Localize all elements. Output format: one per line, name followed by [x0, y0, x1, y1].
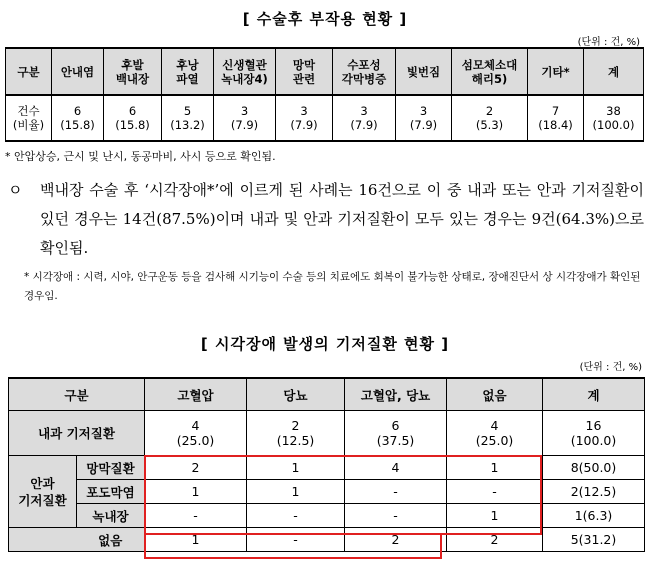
t1-header-bullous-keratopathy: 수포성 각막병증: [333, 48, 396, 95]
t1-ratio: (5.3): [475, 118, 504, 132]
t1-count: 6: [128, 104, 137, 118]
table2-unit: (단위 : 건, %): [579, 362, 642, 373]
t1-count: 38: [606, 104, 621, 118]
t2-cell: -: [345, 504, 447, 528]
summary-paragraph: [8, 176, 644, 263]
t1-row-label: [6, 95, 52, 141]
t1-cell: [528, 95, 584, 141]
t1-header-capsule-rupture: 후낭 파열: [162, 48, 214, 95]
t2-cell: 2: [145, 456, 247, 480]
t1-count: 3: [419, 104, 428, 118]
highlight-box-none-row: [144, 533, 442, 559]
t1-row-label-count: 건수: [17, 104, 40, 118]
t1-ratio: (7.9): [350, 118, 378, 132]
t1-header-total: 계: [584, 48, 644, 95]
t1-header-zonular-dehiscence: 섬모체소대 해리5): [452, 48, 528, 95]
t1-cell: [452, 95, 528, 141]
t2-cell: 4: [345, 456, 447, 480]
t2-cell: 1: [447, 504, 543, 528]
t1-ratio: (7.9): [230, 118, 259, 132]
t2-cell: 1(6.3): [543, 504, 645, 528]
t1-header-division: 구분: [6, 48, 52, 95]
t2-cell: 1: [447, 456, 543, 480]
t1-cell: [214, 95, 276, 141]
t2-cell: 1: [145, 480, 247, 504]
t2-header-total: 계: [543, 378, 645, 411]
t2-cell: 6 (37.5): [345, 411, 447, 456]
t2-blank-cell: [9, 528, 77, 552]
t2-cell: 2: [345, 528, 447, 552]
t1-ratio: (100.0): [592, 118, 635, 132]
table1-unit: (단위 : 건, %): [577, 37, 640, 48]
t1-cell: [276, 95, 333, 141]
t2-header-both: 고혈압, 당뇨: [345, 378, 447, 411]
t2-subrow-label: 녹내장: [77, 504, 145, 528]
t1-count: 3: [360, 104, 368, 118]
summary-text: 백내장 수술 후 ‘시각장애*’에 이르게 된 사례는 16건으로 이 중 내과 또는 안과 기저질환이 있던 경우는 14건(87.5%)이며 내과 및 안과 기저질환이 모두 있는 경우는 9건(64.3%)으로 확인됨.: [40, 181, 644, 257]
t2-cell: 1: [145, 528, 247, 552]
t2-cell: 2(12.5): [543, 480, 645, 504]
t1-count: 7: [551, 104, 560, 118]
t1-count: 3: [240, 104, 249, 118]
t1-cell: [52, 95, 104, 141]
t2-subrow-label: 망막질환: [77, 456, 145, 480]
t1-ratio: (18.4): [538, 118, 573, 132]
t1-row-label-ratio: (비율): [12, 118, 45, 132]
t2-cell: 5(31.2): [543, 528, 645, 552]
t1-header-endophthalmitis: 안내염: [52, 48, 104, 95]
t2-subrow-label: 포도막염: [77, 480, 145, 504]
t2-header-hypertension: 고혈압: [145, 378, 247, 411]
t2-cell: 2: [447, 528, 543, 552]
t1-cell: [162, 95, 214, 141]
t2-cell: -: [447, 480, 543, 504]
visual-impairment-note: * 시각장애 : 시력, 시야, 안구운동 등을 검사해 시기능이 수술 등의 치료에도 회복이 불가능한 상태로, 장애진단서 상 시각장애가 확인된 경우임.: [24, 271, 641, 302]
t1-ratio: (15.8): [115, 118, 150, 132]
table2-title: [ 시각장애 발생의 기저질환 현황 ]: [200, 335, 450, 353]
t1-cell: [396, 95, 452, 141]
t1-count: 5: [183, 104, 192, 118]
t2-cell: 2 (12.5): [247, 411, 345, 456]
t1-ratio: (15.8): [60, 118, 95, 132]
table1-footnote: * 안압상승, 근시 및 난시, 동공마비, 사시 등으로 확인됨.: [5, 150, 276, 163]
highlight-box-ophthalmic: [144, 455, 542, 535]
t2-cell: 16 (100.0): [543, 411, 645, 456]
t2-header-division: 구분: [9, 378, 145, 411]
t2-cell: 1: [247, 480, 345, 504]
t1-cell: [104, 95, 162, 141]
t2-cell: -: [247, 504, 345, 528]
t1-ratio: (7.9): [290, 118, 318, 132]
t2-cell: -: [145, 504, 247, 528]
t1-header-glare: 빛번짐: [396, 48, 452, 95]
t1-header-secondary-cataract: 후발 백내장: [104, 48, 162, 95]
t2-row-none-label: 없음: [77, 528, 145, 552]
t2-header-diabetes: 당뇨: [247, 378, 345, 411]
t1-header-neovascular-glaucoma: 신생혈관 녹내장4): [214, 48, 276, 95]
t2-group-ophthalmic: 안과 기저질환: [9, 456, 77, 528]
t1-header-other: 기타*: [528, 48, 584, 95]
side-effects-table: [5, 47, 644, 142]
t1-cell: [333, 95, 396, 141]
t2-row-internal: 내과 기저질환: [9, 411, 145, 456]
t2-cell: 8(50.0): [543, 456, 645, 480]
t1-header-retina: 망막 관련: [276, 48, 333, 95]
t2-cell: -: [247, 528, 345, 552]
table1-title: [ 수술후 부작용 현황 ]: [242, 10, 408, 28]
t1-cell-total: [584, 95, 644, 141]
t2-header-none: 없음: [447, 378, 543, 411]
t1-count: 2: [485, 104, 494, 118]
t2-cell: 4 (25.0): [145, 411, 247, 456]
t2-cell: 4 (25.0): [447, 411, 543, 456]
bullet-icon: ㅇ: [8, 181, 23, 199]
t1-count: 3: [300, 104, 308, 118]
t1-ratio: (13.2): [170, 118, 205, 132]
t2-cell: -: [345, 480, 447, 504]
t1-ratio: (7.9): [409, 118, 438, 132]
t1-count: 6: [73, 104, 82, 118]
t2-cell: 1: [247, 456, 345, 480]
